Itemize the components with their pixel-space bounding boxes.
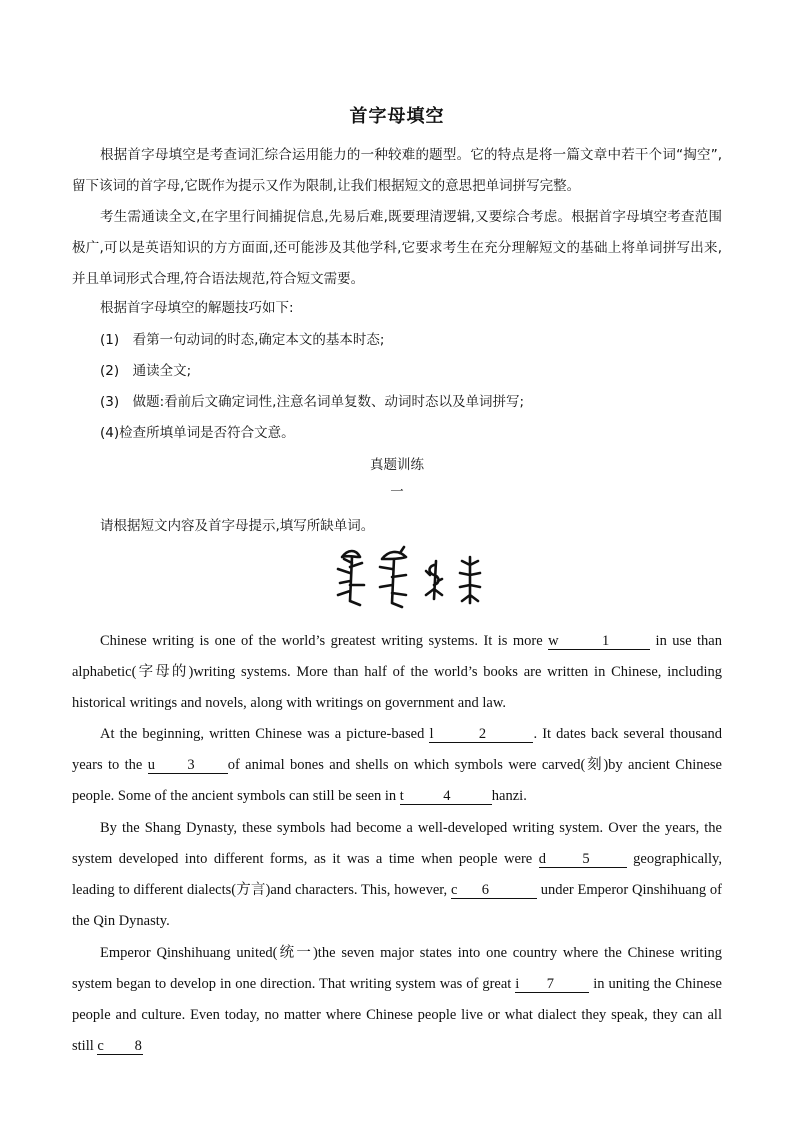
section-number: 一	[390, 484, 404, 500]
intro-paragraph-1: 根据首字母填空是考查词汇综合运用能力的一种较难的题型。它的特点是将一篇文章中若干个词“掏空”,留下该词的首字母,它既作为提示又作为限制,让我们根据短文的意思把单词拼写完整。	[72, 147, 722, 194]
passage-text: hanzi.	[491, 788, 527, 804]
blank-number: 6	[481, 882, 489, 898]
section-title: 真题训练	[370, 457, 424, 473]
passage-text: . It dates back several thousand years to the	[72, 726, 722, 773]
intro-paragraph-2: 考生需通读全文,在字里行间捕捉信息,先易后难,既要理清逻辑,又要综合考虑。根据首字母填空考查范围极广,可以是英语知识的方方面面,还可能涉及其他学科,它要求考生在充分理解短文的基础上将单词拼写出来,并且单词形式合理,符合语法规范,符合短文需要。	[72, 209, 722, 287]
blank-initial: w	[548, 633, 559, 649]
passage-text: At the beginning, written Chinese was a picture-based	[100, 726, 430, 742]
exercise-instruction: 请根据短文内容及首字母提示,填写所缺单词。	[100, 518, 375, 534]
passage-text: By the Shang Dynasty, these symbols had become a well-developed writing system. Over the years, the system developed into different forms, as it was a time when people were	[72, 820, 722, 867]
passage-paragraph-1	[72, 626, 722, 719]
blank-initial: d	[538, 851, 546, 867]
passage-paragraph-4	[72, 938, 722, 1062]
passage-text: under Emperor Qinshihuang of the Qin Dynasty.	[72, 882, 722, 929]
tips-heading: 根据首字母填空的解题技巧如下:	[100, 300, 294, 316]
blank-6[interactable]	[451, 882, 537, 899]
blank-number: 4	[443, 788, 451, 804]
blank-number: 3	[187, 757, 195, 773]
blank-initial: u	[147, 757, 155, 773]
tip-2: (2) 通读全文;	[100, 363, 192, 379]
blank-initial: c	[450, 882, 458, 898]
blank-4[interactable]	[400, 788, 492, 805]
blank-number: 7	[546, 976, 554, 992]
blank-2[interactable]	[429, 726, 533, 743]
passage-text: Chinese writing is one of the world’s greatest writing systems. It is more	[100, 633, 549, 649]
tip-1: (1) 看第一句动词的时态,确定本文的基本时态;	[100, 332, 385, 348]
passage-text: Emperor Qinshihuang united(统一)the seven major states into one country where the Chinese writing system began to develop in one direction. That writing system was of great	[72, 945, 722, 992]
blank-number: 8	[134, 1038, 142, 1054]
blank-3[interactable]	[148, 757, 228, 774]
blank-8[interactable]	[97, 1038, 143, 1055]
passage-text: in uniting the Chinese people and culture. Even today, no matter where Chinese people live or what dialect they speak, they can all still	[72, 976, 722, 1054]
blank-number: 2	[478, 726, 487, 742]
blank-number: 1	[601, 633, 610, 649]
blank-initial: t	[399, 788, 404, 804]
passage-text: of animal bones and shells on which symbols were carved(刻)by ancient Chinese people. Some of the ancient symbols can still be seen in	[72, 757, 722, 804]
passage-text: in use than alphabetic(字母的)writing systems. More than half of the world’s books are written in Chinese, including historical writings and novels, along with writings on government and law.	[72, 633, 722, 711]
blank-5[interactable]	[539, 851, 627, 868]
blank-initial: i	[515, 976, 520, 992]
blank-initial: l	[429, 726, 434, 742]
tip-3: (3) 做题:看前后文确定词性,注意名词单复数、动词时态以及单词拼写;	[100, 394, 525, 410]
blank-7[interactable]	[515, 976, 589, 993]
page-title: 首字母填空	[349, 106, 445, 127]
blank-1[interactable]	[548, 633, 650, 650]
blank-initial: c	[97, 1038, 104, 1054]
blank-number: 5	[582, 851, 590, 867]
oracle-bone-glyphs-image	[330, 545, 490, 615]
passage-text: geographically, leading to different dialects(方言)and characters. This, however,	[72, 851, 722, 898]
passage-paragraph-2	[72, 719, 722, 812]
tip-4: (4)检查所填单词是否符合文意。	[100, 425, 295, 441]
passage-paragraph-3	[72, 813, 722, 937]
